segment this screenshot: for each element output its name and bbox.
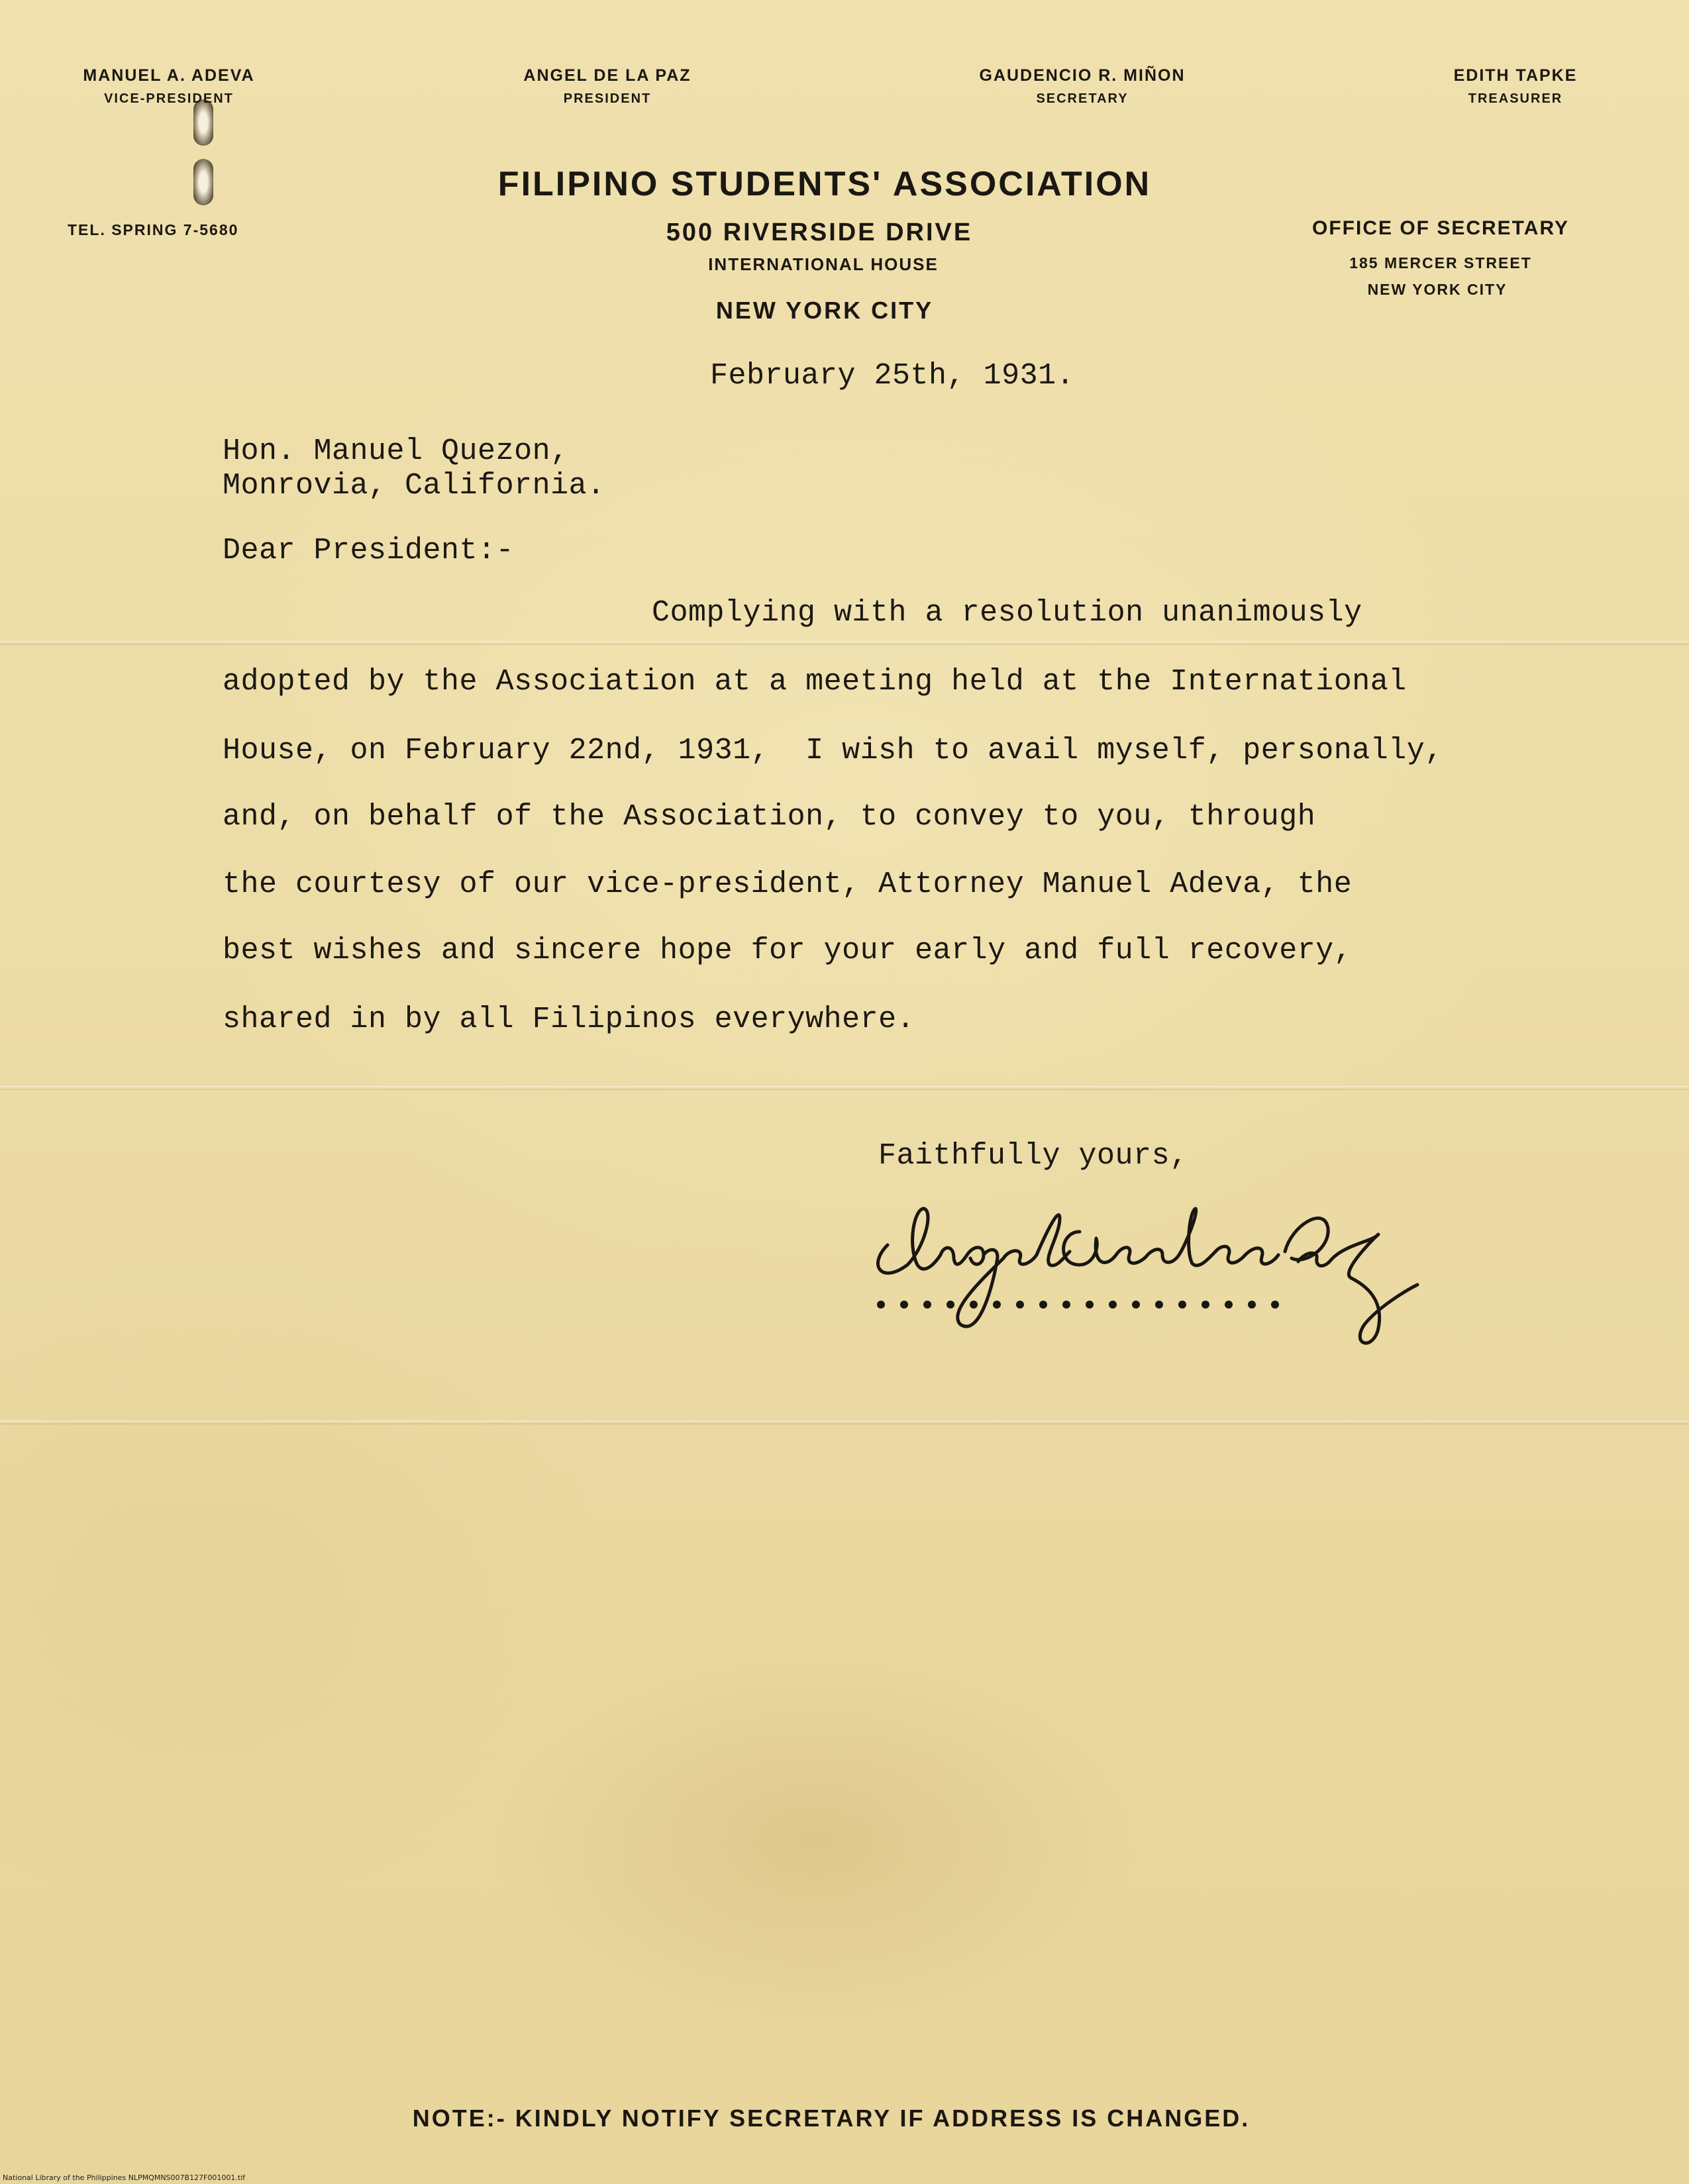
body-line: shared in by all Filipinos everywhere. xyxy=(223,1003,915,1036)
officer-title: VICE-PRESIDENT xyxy=(104,91,234,106)
officer-name: ANGEL DE LA PAZ xyxy=(523,66,691,85)
body-line: adopted by the Association at a meeting held at the International xyxy=(223,665,1407,699)
archive-identifier: National Library of the Philippines NLPMQMNS007B127F001001.tif xyxy=(3,2173,246,2182)
organization-name: FILIPINO STUDENTS' ASSOCIATION xyxy=(497,165,1152,203)
paper-fold-line xyxy=(0,1420,1689,1424)
address-building: INTERNATIONAL HOUSE xyxy=(708,254,939,274)
body-line: House, on February 22nd, 1931, I wish to avail myself, personally, xyxy=(223,734,1443,768)
body-line: best wishes and sincere hope for your early and full recovery, xyxy=(223,934,1353,968)
signature xyxy=(861,1172,1497,1358)
telephone-number: TEL. SPRING 7-5680 xyxy=(68,221,239,238)
secretary-office-street: 185 MERCER STREET xyxy=(1349,254,1532,272)
salutation: Dear President:- xyxy=(223,534,515,568)
officer-title: TREASURER xyxy=(1468,91,1563,106)
closing: Faithfully yours, xyxy=(878,1139,1188,1173)
body-line: and, on behalf of the Association, to convey to you, through xyxy=(223,800,1316,834)
paper-fold-line xyxy=(0,1086,1689,1090)
officer-name: GAUDENCIO R. MIÑON xyxy=(979,66,1186,85)
officer-name: EDITH TAPKE xyxy=(1453,66,1578,85)
letter-date: February 25th, 1931. xyxy=(710,359,1075,393)
officer-title: PRESIDENT xyxy=(563,91,652,106)
body-line: Complying with a resolution unanimously xyxy=(652,596,1362,630)
recipient-name: Hon. Manuel Quezon, xyxy=(223,434,569,468)
body-line: the courtesy of our vice-president, Attorney Manuel Adeva, the xyxy=(223,868,1353,901)
address-city: NEW YORK CITY xyxy=(715,297,934,324)
secretary-office-heading: OFFICE OF SECRETARY xyxy=(1311,217,1570,239)
punch-hole xyxy=(193,159,213,205)
address-street: 500 RIVERSIDE DRIVE xyxy=(666,219,973,246)
secretary-office-city: NEW YORK CITY xyxy=(1367,281,1508,298)
footer-note: NOTE:- KINDLY NOTIFY SECRETARY IF ADDRESS IS CHANGED. xyxy=(412,2105,1251,2132)
officer-name: MANUEL A. ADEVA xyxy=(83,66,255,85)
recipient-location: Monrovia, California. xyxy=(223,469,605,503)
paper-fold-line xyxy=(0,641,1689,645)
officer-title: SECRETARY xyxy=(1036,91,1129,106)
